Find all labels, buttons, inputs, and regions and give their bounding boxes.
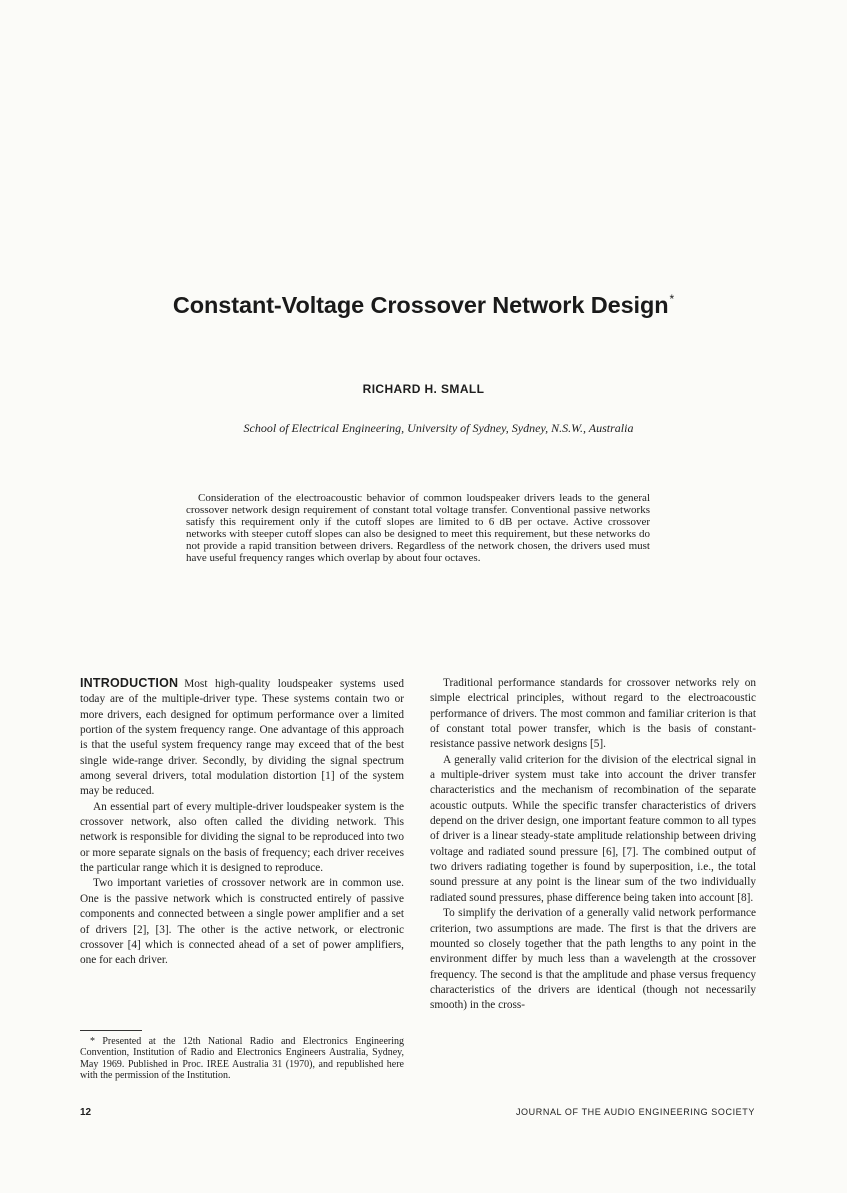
paragraph-text: Most high-quality loudspeaker systems used today are of the multiple-driver type. These systems contain two or more drivers, each designed for optimum performance over a limited portion of the system frequency range. One advantage of this approach is that the useful system frequency range may exceed that of the best single wide-range driver. Secondly, by dividing the signal spectrum among several drivers, total modulation distortion [1] of the system may be reduced. bbox=[80, 678, 404, 798]
journal-footer: JOURNAL OF THE AUDIO ENGINEERING SOCIETY bbox=[515, 1107, 755, 1117]
body-paragraph: Two important varieties of crossover network are in common use. One is the passive network which is constructed entirely of passive components and connected between a single power amplifier and a set of drivers [2], [3]. The other is the active network, or electronic crossover [4] which is connected ahead of a set of power amplifiers, one for each driver. bbox=[80, 877, 404, 967]
footnote-divider bbox=[80, 1030, 142, 1031]
left-column bbox=[80, 676, 404, 969]
body-paragraph: A generally valid criterion for the division of the electrical signal in a multiple-driver system must take into account the driver transfer characteristics and the mechanism of recombination of the separate acoustic outputs. While the specific transfer characteristics of drivers depend on the driver design, one important feature common to all types of driver is a linear steady-state amplitude relationship between driving voltage and radiated sound pressure [6], [7]. The combined output of two drivers radiating together is found by superposition, i.e., the total sound pressure at any point is the linear sum of the two individually radiated sound pressures, phase difference being taken into account [8]. bbox=[430, 753, 756, 904]
paper-title bbox=[0, 292, 847, 319]
author-name: RICHARD H. SMALL bbox=[362, 382, 485, 396]
right-column bbox=[430, 676, 756, 1014]
body-paragraph: To simplify the derivation of a generally valid network performance criterion, two assumptions are made. The first is that the drivers are mounted so closely together that the path lengths to any point in the environment differ by much less than a wavelength at the crossover frequency. The second is that the amplitude and phase versus frequency characteristics of the drivers are identical (though not necessarily smooth) in the cross- bbox=[430, 907, 756, 1012]
page-number: 12 bbox=[80, 1107, 92, 1118]
intro-paragraph bbox=[80, 676, 404, 800]
footnote: * Presented at the 12th National Radio and Electronics Engineering Convention, Institution of Radio and Electronics Engineers Australia, Sydney, May 1969. Published in Proc. IREE Australia 31 (1970), and republished here with the permission of the Institution. bbox=[80, 1036, 404, 1082]
section-heading-introduction: INTRODUCTION bbox=[80, 676, 179, 690]
author-affiliation: School of Electrical Engineering, University of Sydney, Sydney, N.S.W., Australia bbox=[243, 421, 634, 435]
paper-title-text: Constant-Voltage Crossover Network Design bbox=[172, 292, 669, 318]
body-paragraph: An essential part of every multiple-driver loudspeaker system is the crossover network, also often called the dividing network. This network is responsible for dividing the signal to be reproduced into two or more separate signals on the basis of frequency; each driver receives the particular range which it is designed to reproduce. bbox=[80, 800, 404, 875]
title-footnote-mark: * bbox=[669, 292, 675, 306]
body-paragraph: Traditional performance standards for crossover networks rely on simple electrical principles, without regard to the electroacoustic performance of drivers. The most common and familiar criterion is that of constant total power transfer, which is the basis of constant-resistance passive network designs [5]. bbox=[430, 677, 756, 751]
abstract: Consideration of the electroacoustic behavior of common loudspeaker drivers leads to the general crossover network design requirement of constant total voltage transfer. Conventional passive networks satisfy this requirement only if the cutoff slopes are limited to 6 dB per octave. Active crossover networks with steeper cutoff slopes can also be designed to meet this requirement, but these networks do not provide a rapid transition between drivers. Regardless of the network chosen, the drivers used must have useful frequency ranges which overlap by about four octaves. bbox=[186, 492, 650, 565]
